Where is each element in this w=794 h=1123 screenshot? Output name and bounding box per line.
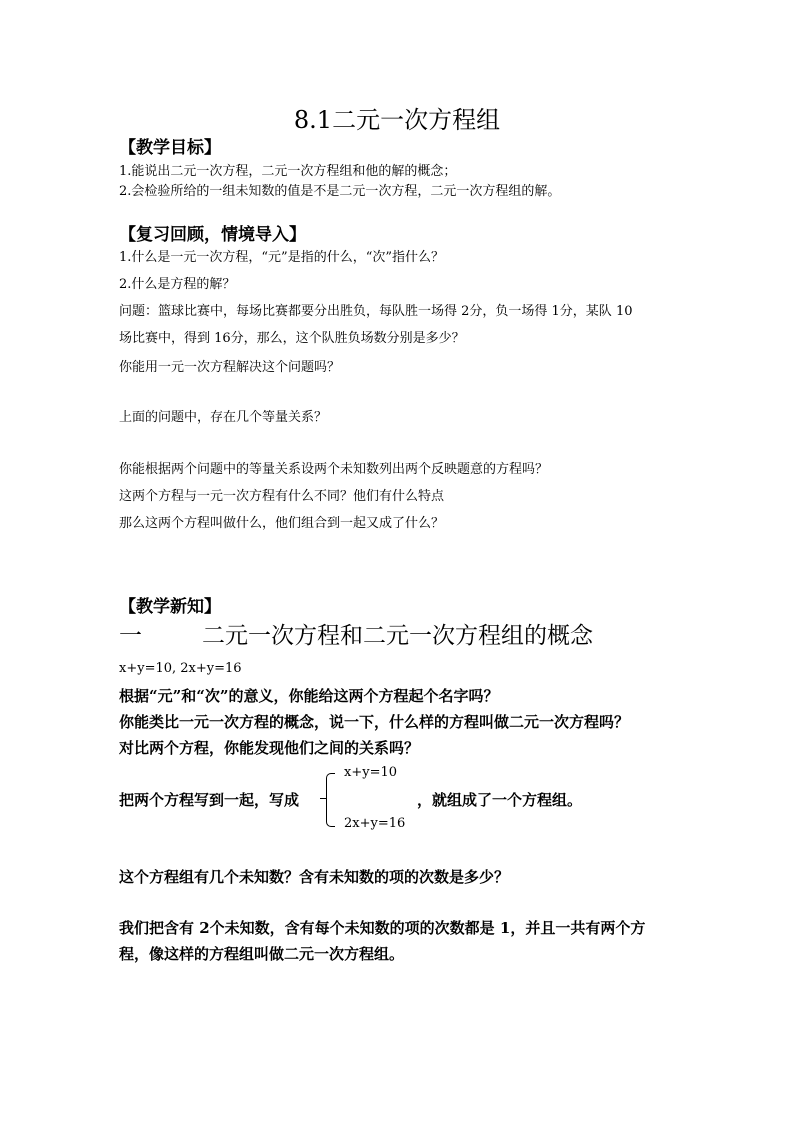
brace-icon [326, 773, 335, 827]
question-1: 根据“元”和“次”的意义，你能给这两个方程起个名字吗？ [119, 687, 499, 705]
subheading-number: 一 [119, 623, 142, 649]
review-line-7: 你能根据两个问题中的等量关系设两个未知数列出两个反映题意的方程吗？ [119, 462, 549, 477]
brace-tip [320, 798, 327, 799]
review-line-3: 问题：篮球比赛中，每场比赛都要分出胜负，每队胜一场得 2分，负一场得 1分，某队 10 [119, 304, 633, 319]
review-line-2: 2.什么是方程的解？ [119, 277, 236, 292]
page-title: 8.1二元一次方程组 [293, 106, 501, 134]
review-line-4: 场比赛中，得到 16分，那么，这个队胜负场数分别是多少？ [119, 331, 465, 346]
system-equation-2: 2x+y=16 [344, 816, 406, 831]
review-line-8: 这两个方程与一元一次方程有什么不同？他们有什么特点 [119, 489, 445, 504]
review-line-9: 那么这两个方程叫做什么，他们组合到一起又成了什么？ [119, 516, 445, 531]
review-line-1: 1.什么是一元一次方程，“元”是指的什么，“次”指什么？ [119, 250, 444, 265]
question-2: 你能类比一元一次方程的概念，说一下，什么样的方程叫做二元一次方程吗？ [119, 713, 630, 731]
equations-line: x+y=10, 2x+y=16 [119, 661, 242, 676]
section-heading-objectives: 【教学目标】 [119, 138, 221, 158]
objective-item-1: 1.能说出二元一次方程，二元一次方程组和他的解的概念； [119, 164, 457, 179]
objective-item-2: 2.会检验所给的一组未知数的值是不是二元一次方程，二元一次方程组的解。 [119, 184, 561, 199]
question-4: 这个方程组有几个未知数？含有未知数的项的次数是多少？ [119, 868, 510, 886]
system-suffix: ，就组成了一个方程组。 [417, 791, 583, 809]
definition-line-2: 程，像这样的方程组叫做二元一次方程组。 [119, 945, 405, 963]
section-heading-new-knowledge: 【教学新知】 [119, 597, 221, 617]
subheading-text: 二元一次方程和二元一次方程组的概念 [202, 623, 593, 649]
definition-line-1: 我们把含有 2个未知数，含有每个未知数的项的次数都是 1，并且一共有两个方 [119, 919, 646, 937]
system-prefix: 把两个方程写到一起，写成 [119, 791, 300, 809]
system-equation-1: x+y=10 [344, 765, 398, 780]
review-line-6: 上面的问题中，存在几个等量关系？ [119, 410, 328, 425]
review-line-5: 你能用一元一次方程解决这个问题吗？ [119, 360, 341, 375]
section-heading-review: 【复习回顾，情境导入】 [119, 225, 306, 245]
question-3: 对比两个方程，你能发现他们之间的关系吗？ [119, 739, 420, 757]
